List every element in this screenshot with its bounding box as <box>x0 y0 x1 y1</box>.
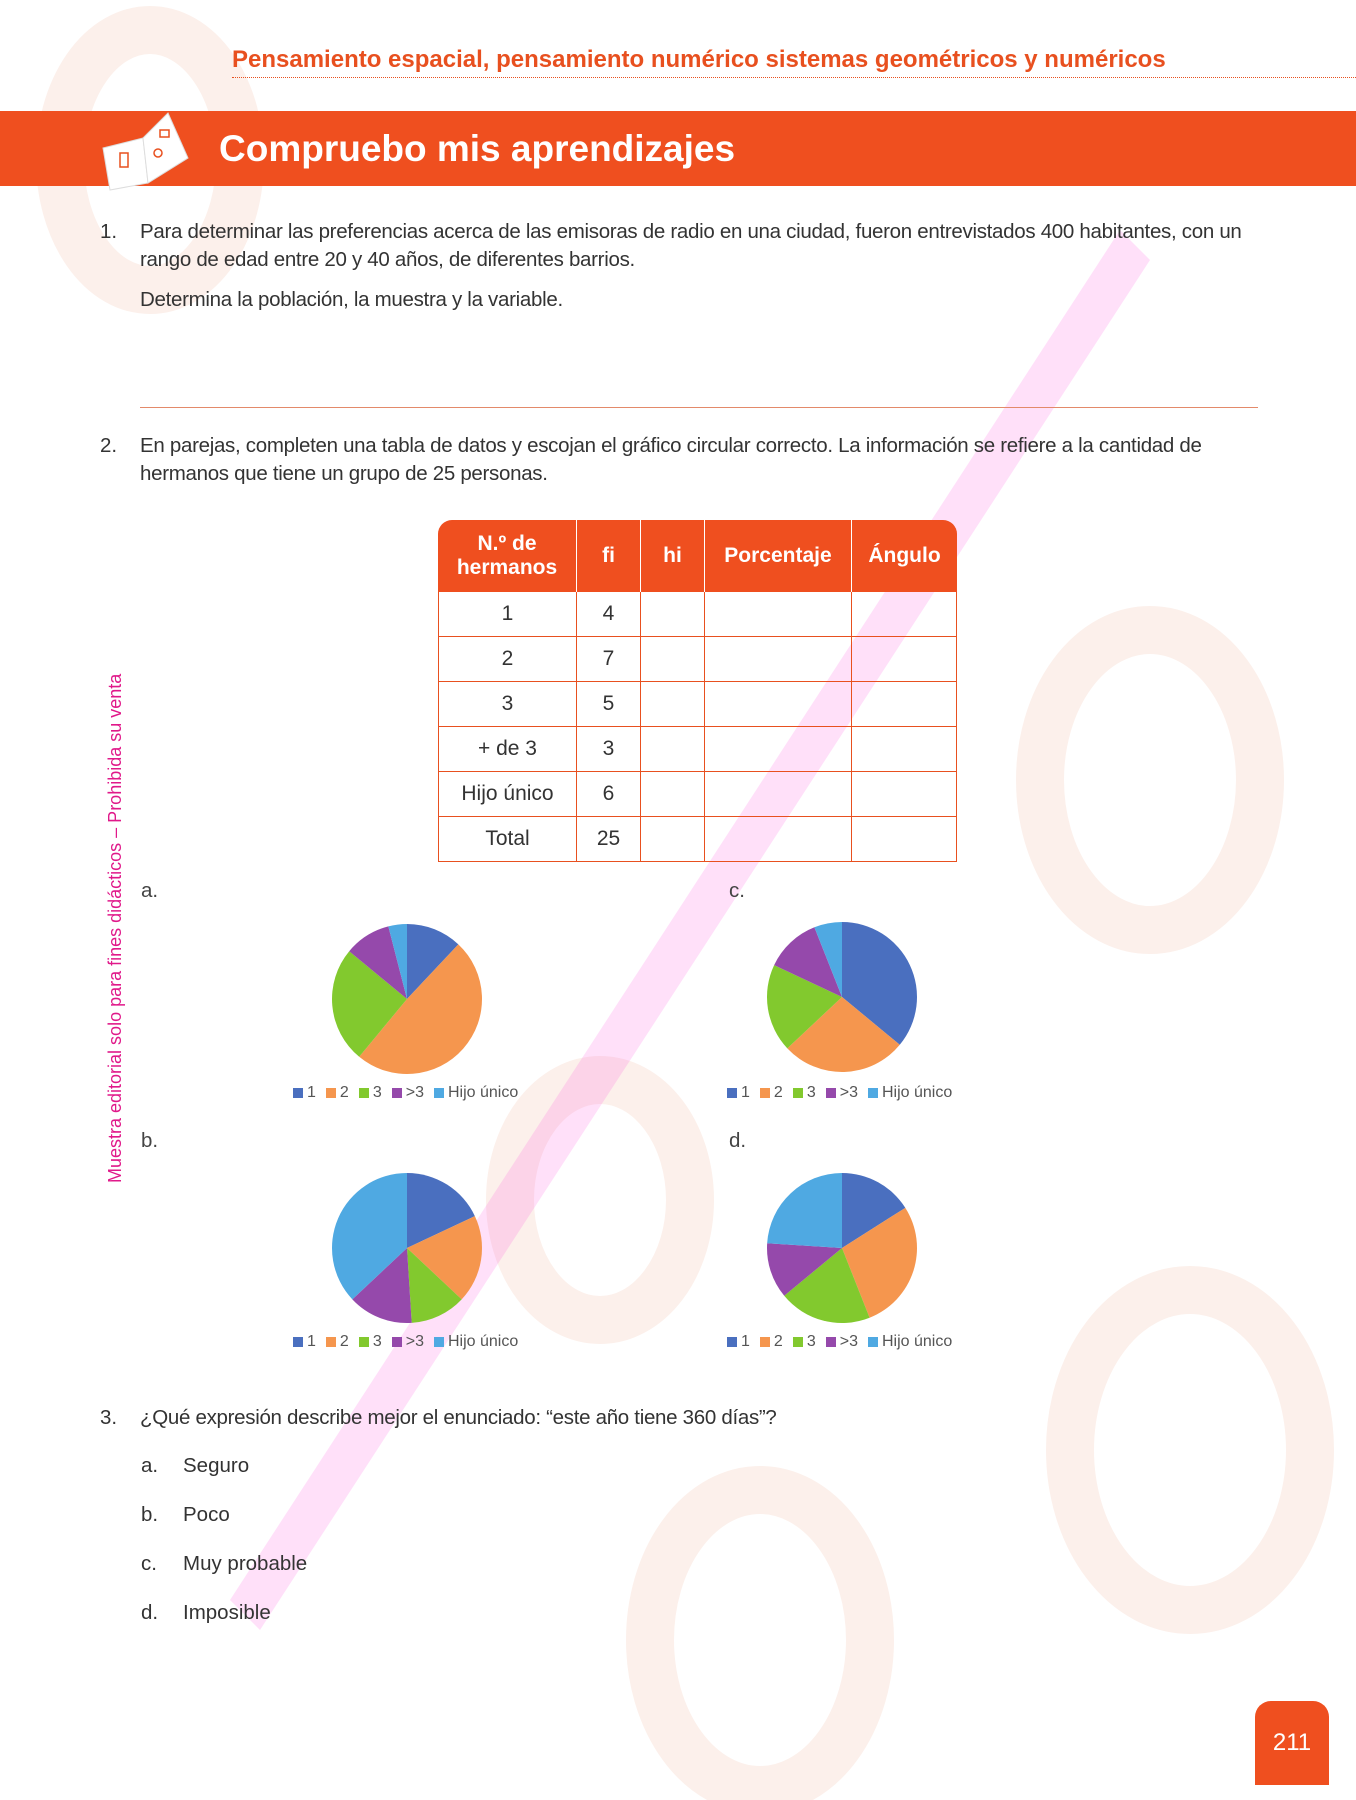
legend-label: 3 <box>372 1333 382 1350</box>
table-cell: 1 <box>438 592 577 637</box>
legend-label: 1 <box>741 1084 750 1101</box>
table-cell: 6 <box>577 772 641 817</box>
table-cell: 3 <box>438 682 577 727</box>
legend-label: 2 <box>773 1084 783 1101</box>
option-text[interactable]: Muy probable <box>183 1552 308 1575</box>
chart-a-label[interactable]: a. <box>141 879 159 902</box>
legend-label: >3 <box>839 1333 858 1350</box>
legend-label: 2 <box>339 1084 349 1101</box>
legend-label: Hijo único <box>881 1333 953 1350</box>
legend-label: 2 <box>339 1333 349 1350</box>
legend-label: 3 <box>806 1333 816 1350</box>
question-3-text: ¿Qué expresión describe mejor el enunciado: “este año tiene 360 días”? <box>140 1406 777 1429</box>
legend-label: >3 <box>839 1084 858 1101</box>
option-text[interactable]: Poco <box>183 1503 230 1526</box>
table-cell: 2 <box>438 637 577 682</box>
chart-c-label[interactable]: c. <box>729 879 745 902</box>
option-letter[interactable]: c. <box>141 1552 157 1575</box>
legend-label: >3 <box>405 1084 424 1101</box>
page-title: Compruebo mis aprendizajes <box>219 128 736 169</box>
legend-label: 3 <box>806 1084 816 1101</box>
side-disclaimer: Muestra editorial solo para fines didácticos – Prohibida su venta <box>105 673 125 1183</box>
table-cell: Total <box>438 817 577 862</box>
legend-label: Hijo único <box>447 1333 519 1350</box>
chart-b-label[interactable]: b. <box>141 1129 159 1152</box>
legend-label: >3 <box>405 1333 424 1350</box>
legend-label: 2 <box>773 1333 783 1350</box>
pie-chart-c <box>767 922 917 1072</box>
pie-chart-a <box>332 924 482 1074</box>
legend-label: 3 <box>372 1084 382 1101</box>
option-letter[interactable]: a. <box>141 1454 159 1477</box>
legend-label: 1 <box>307 1333 316 1350</box>
table-cell: 4 <box>577 592 641 637</box>
table-cell: 7 <box>577 637 641 682</box>
table-cell: 5 <box>577 682 641 727</box>
pie-chart-b <box>332 1173 482 1323</box>
column-header: hi <box>641 520 705 592</box>
column-header: Ángulo <box>852 520 957 592</box>
pie-slice-4 <box>767 1173 842 1248</box>
legend-label: Hijo único <box>881 1084 953 1101</box>
chart-d-label[interactable]: d. <box>729 1129 747 1152</box>
option-text[interactable]: Imposible <box>183 1601 271 1624</box>
option-letter[interactable]: d. <box>141 1601 159 1624</box>
question-1-number: 1. <box>100 220 118 243</box>
page-number: 211 <box>1255 1701 1329 1785</box>
column-header: N.º de hermanos <box>438 520 577 592</box>
table-cell: 3 <box>577 727 641 772</box>
pie-chart-d <box>767 1173 917 1323</box>
question-1-instruction: Determina la población, la muestra y la variable. <box>140 288 563 311</box>
table-cell: 25 <box>577 817 641 862</box>
question-3-number: 3. <box>100 1406 118 1429</box>
question-1-text: Para determinar las preferencias acerca de las emisoras de radio en una ciudad, fueron entrevistados 400 habitantes, con un rango de edad entre 20 y 40 años, de diferentes barrios. <box>140 220 1242 271</box>
legend-label: Hijo único <box>447 1084 519 1101</box>
legend-label: 1 <box>307 1084 316 1101</box>
column-header: Porcentaje <box>705 520 852 592</box>
question-2-number: 2. <box>100 434 118 457</box>
section-header: Pensamiento espacial, pensamiento numérico sistemas geométricos y numéricos <box>232 46 1166 73</box>
question-2-text: En parejas, completen una tabla de datos y escojan el gráfico circular correcto. La información se refiere a la cantidad de hermanos que tiene un grupo de 25 personas. <box>140 434 1202 485</box>
legend-label: 1 <box>741 1333 750 1350</box>
option-text[interactable]: Seguro <box>183 1454 250 1477</box>
column-header: fi <box>577 520 641 592</box>
table-cell: + de 3 <box>438 727 577 772</box>
table-cell: Hijo único <box>438 772 577 817</box>
option-letter[interactable]: b. <box>141 1503 159 1526</box>
